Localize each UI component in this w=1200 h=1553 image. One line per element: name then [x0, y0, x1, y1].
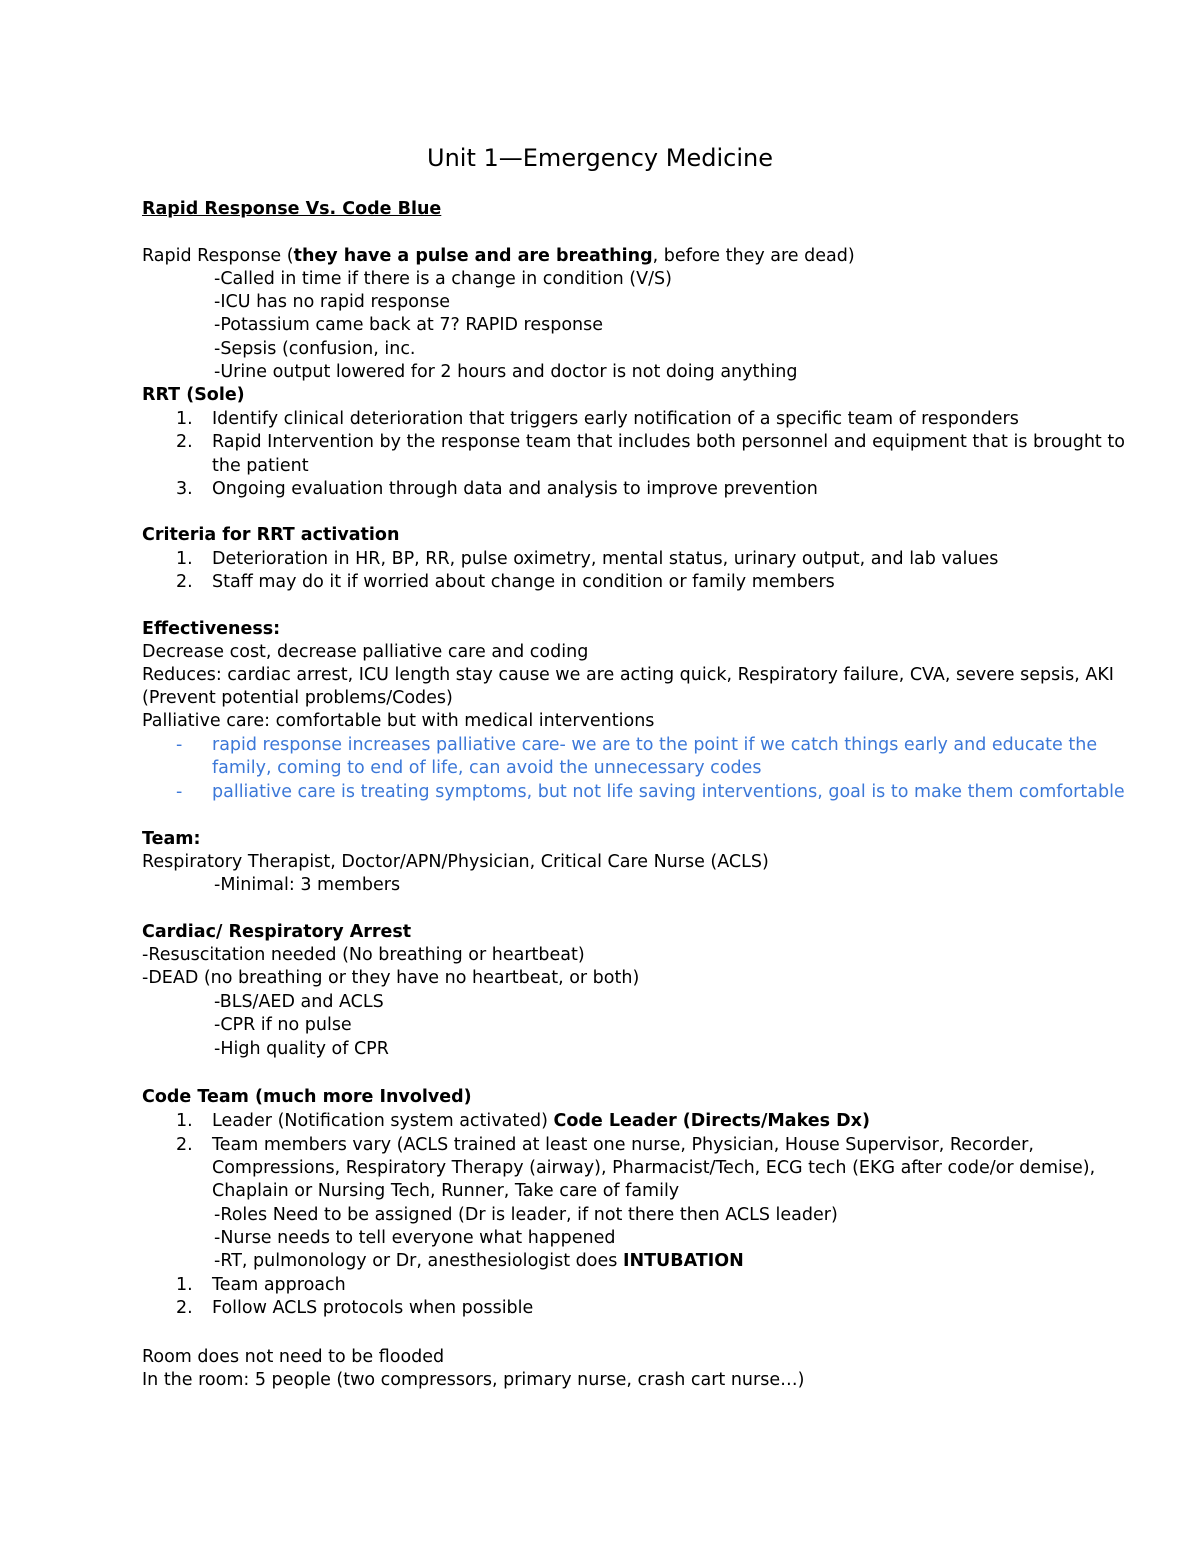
text-line: (Prevent potential problems/Codes) — [142, 688, 453, 708]
list-number: 2. — [176, 432, 193, 452]
rapid-response-intro — [142, 245, 855, 268]
item-bold-text: INTUBATION — [622, 1251, 744, 1271]
list-item: Staff may do it if worried about change in condition or family members — [212, 572, 835, 592]
list-item-continuation: Compressions, Respiratory Therapy (airway), Pharmacist/Tech, ECG tech (EKG after code/or demise), — [212, 1158, 1096, 1178]
list-number: 3. — [176, 479, 193, 499]
text-line: -Resuscitation needed (No breathing or heartbeat) — [142, 945, 585, 965]
list-item-continuation: the patient — [212, 456, 309, 476]
dash-bullet: - — [176, 735, 183, 755]
list-item: -Minimal: 3 members — [214, 875, 401, 895]
list-item: Team approach — [212, 1275, 346, 1295]
note-item: rapid response increases palliative care- we are to the point if we catch things early and educate the — [212, 735, 1098, 755]
text-line: Palliative care: comfortable but with medical interventions — [142, 711, 655, 731]
list-number: 2. — [176, 572, 193, 592]
intro-bold-text: they have a pulse and are breathing — [293, 246, 653, 266]
list-number: 2. — [176, 1298, 193, 1318]
text-line: In the room: 5 people (two compressors, primary nurse, crash cart nurse…) — [142, 1370, 805, 1390]
text-line: -DEAD (no breathing or they have no heartbeat, or both) — [142, 968, 640, 988]
note-item: palliative care is treating symptoms, but not life saving interventions, goal is to make them comfortable — [212, 782, 1125, 802]
list-item: -Potassium came back at 7? RAPID response — [214, 315, 603, 335]
list-item — [214, 1250, 744, 1273]
section-heading-rapid-response: Rapid Response Vs. Code Blue — [142, 199, 442, 219]
list-item: -Urine output lowered for 2 hours and doctor is not doing anything — [214, 362, 798, 382]
list-item: -Sepsis (confusion, inc. — [214, 339, 416, 359]
list-item: Ongoing evaluation through data and analysis to improve prevention — [212, 479, 818, 499]
text-line: Decrease cost, decrease palliative care and coding — [142, 642, 589, 662]
list-item: -High quality of CPR — [214, 1039, 389, 1059]
list-item: Identify clinical deterioration that triggers early notification of a specific team of responders — [212, 409, 1019, 429]
list-number: 2. — [176, 1135, 193, 1155]
list-number: 1. — [176, 409, 193, 429]
page-title: Unit 1—Emergency Medicine — [427, 144, 773, 172]
item-bold-text: Code Leader (Directs/Makes Dx) — [553, 1111, 870, 1131]
item-text: -RT, pulmonology or Dr, anesthesiologist does — [214, 1251, 623, 1271]
intro-text: Rapid Response ( — [142, 246, 294, 266]
list-item: -Nurse needs to tell everyone what happened — [214, 1228, 616, 1248]
dash-bullet: - — [176, 782, 183, 802]
text-line: Room does not need to be flooded — [142, 1347, 445, 1367]
list-item: Deterioration in HR, BP, RR, pulse oximetry, mental status, urinary output, and lab values — [212, 549, 999, 569]
intro-suffix-text: , before they are dead) — [652, 246, 855, 266]
note-item-continuation: family, coming to end of life, can avoid the unnecessary codes — [212, 758, 762, 778]
list-item — [212, 1110, 870, 1133]
text-line: Respiratory Therapist, Doctor/APN/Physician, Critical Care Nurse (ACLS) — [142, 852, 769, 872]
list-item: -BLS/AED and ACLS — [214, 992, 384, 1012]
list-item: Team members vary (ACLS trained at least one nurse, Physician, House Supervisor, Recorder, — [212, 1135, 1034, 1155]
section-heading-team: Team: — [142, 829, 201, 849]
text-line: Reduces: cardiac arrest, ICU length stay cause we are acting quick, Respiratory failure, CVA, severe sepsis, AKI — [142, 665, 1114, 685]
list-item: Rapid Intervention by the response team that includes both personnel and equipment that is brought to — [212, 432, 1125, 452]
list-item: Follow ACLS protocols when possible — [212, 1298, 534, 1318]
list-item: -Roles Need to be assigned (Dr is leader, if not there then ACLS leader) — [214, 1205, 838, 1225]
list-item: -ICU has no rapid response — [214, 292, 450, 312]
section-heading-criteria: Criteria for RRT activation — [142, 525, 400, 545]
list-item: -Called in time if there is a change in condition (V/S) — [214, 269, 672, 289]
list-number: 1. — [176, 549, 193, 569]
section-heading-code-team: Code Team (much more Involved) — [142, 1087, 472, 1107]
section-heading-arrest: Cardiac/ Respiratory Arrest — [142, 922, 412, 942]
list-number: 1. — [176, 1111, 193, 1131]
list-number: 1. — [176, 1275, 193, 1295]
section-heading-effectiveness: Effectiveness: — [142, 619, 281, 639]
section-heading-rrt: RRT (Sole) — [142, 385, 245, 405]
item-text: Leader (Notification system activated) — [212, 1111, 554, 1131]
list-item-continuation: Chaplain or Nursing Tech, Runner, Take care of family — [212, 1181, 680, 1201]
list-item: -CPR if no pulse — [214, 1015, 352, 1035]
